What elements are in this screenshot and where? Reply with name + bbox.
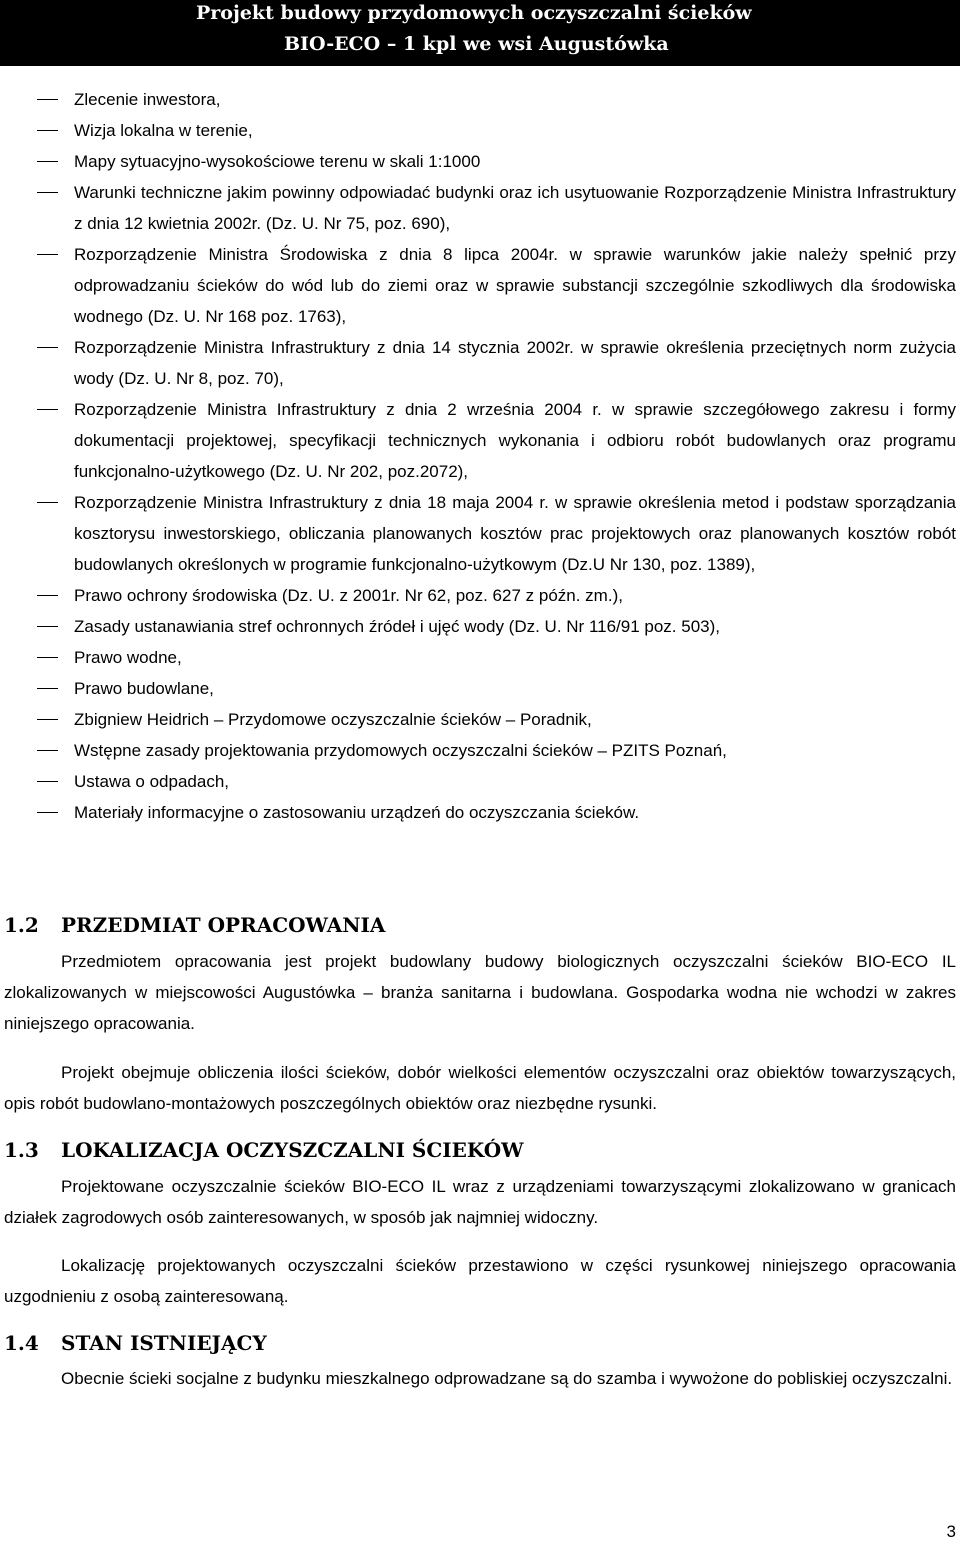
paragraph: Projektowane oczyszczalnie ścieków BIO-ECO IL wraz z urządzeniami towarzyszącymi zlokalizowano w granicach działek zagrodowych osób zainteresowanych, w sposób jak najmniej widoczny. — [4, 1177, 956, 1227]
list-item: Wizja lokalna w terenie, — [0, 115, 960, 146]
paragraph: Obecnie ścieki socjalne z budynku mieszkalnego odprowadzane są do szamba i wywożone do pobliskiej oczyszczalni. — [61, 1369, 953, 1388]
paragraph: Lokalizację projektowanych oczyszczalni ścieków przestawiono w części rysunkowej niniejszego opracowania uzgodnieniu z osobą zainteresowaną. — [4, 1256, 956, 1306]
dash-bullet — [37, 812, 58, 813]
dash-bullet — [37, 254, 58, 255]
section-heading-1-4 — [4, 1331, 267, 1355]
list-item: Zlecenie inwestora, — [0, 84, 960, 115]
section-title: LOKALIZACJA OCZYSZCZALNI ŚCIEKÓW — [61, 1138, 524, 1162]
list-item: Ustawa o odpadach, — [0, 766, 960, 797]
document-header — [0, 0, 960, 66]
list-item: Warunki techniczne jakim powinny odpowiadać budynki oraz ich usytuowanie Rozporządzenie Ministra Infrastruktury z dnia 12 kwietnia 2002r. (Dz. U. Nr 75, poz. 690), — [0, 177, 960, 239]
dash-bullet — [37, 161, 58, 162]
dash-bullet — [37, 750, 58, 751]
dash-bullet — [37, 130, 58, 131]
list-item: Rozporządzenie Ministra Infrastruktury z dnia 2 września 2004 r. w sprawie szczegółowego zakresu i formy dokumentacji projektowej, specyfikacji technicznych wykonania i odbioru robót budowlanych oraz programu funkcjonalno-użytkowego (Dz. U. Nr 202, poz.2072), — [0, 394, 960, 487]
section-number: 1.4 — [4, 1331, 39, 1355]
references-list — [0, 84, 960, 828]
dash-bullet — [37, 781, 58, 782]
paragraph: Przedmiotem opracowania jest projekt budowlany budowy biologicznych oczyszczalni ścieków BIO-ECO IL zlokalizowanych w miejscowości Augustówka – branża sanitarna i budowlana. Gospodarka wodna nie wchodzi w zakres niniejszego opracowania. — [4, 952, 956, 1033]
dash-bullet — [37, 99, 58, 100]
list-item: Mapy sytuacyjno-wysokościowe terenu w skali 1:1000 — [0, 146, 960, 177]
section-heading-1-3 — [4, 1138, 524, 1162]
dash-bullet — [37, 626, 58, 627]
dash-bullet — [37, 347, 58, 348]
list-item: Wstępne zasady projektowania przydomowych oczyszczalni ścieków – PZITS Poznań, — [0, 735, 960, 766]
dash-bullet — [37, 657, 58, 658]
list-item: Zbigniew Heidrich – Przydomowe oczyszczalnie ścieków – Poradnik, — [0, 704, 960, 735]
dash-bullet — [37, 595, 58, 596]
dash-bullet — [37, 719, 58, 720]
list-item: Prawo wodne, — [0, 642, 960, 673]
paragraph: Projekt obejmuje obliczenia ilości ścieków, dobór wielkości elementów oczyszczalni oraz obiektów towarzyszących, opis robót budowlano-montażowych poszczególnych obiektów oraz niezbędne rysunki. — [4, 1063, 956, 1113]
list-item: Prawo budowlane, — [0, 673, 960, 704]
section-heading-1-2 — [4, 913, 385, 937]
header-title: Projekt budowy przydomowych oczyszczalni ścieków — [196, 2, 752, 24]
dash-bullet — [37, 409, 58, 410]
dash-bullet — [37, 192, 58, 193]
page-number: 3 — [946, 1522, 956, 1541]
list-item: Materiały informacyjne o zastosowaniu urządzeń do oczyszczania ścieków. — [0, 797, 960, 828]
section-number: 1.3 — [4, 1138, 39, 1162]
list-item: Zasady ustanawiania stref ochronnych źródeł i ujęć wody (Dz. U. Nr 116/91 poz. 503), — [0, 611, 960, 642]
list-item: Prawo ochrony środowiska (Dz. U. z 2001r. Nr 62, poz. 627 z późn. zm.), — [0, 580, 960, 611]
header-subtitle: BIO-ECO – 1 kpl we wsi Augustówka — [284, 33, 669, 55]
list-item: Rozporządzenie Ministra Infrastruktury z dnia 18 maja 2004 r. w sprawie określenia metod i podstaw sporządzania kosztorysu inwestorskiego, obliczania planowanych kosztów prac projektowych oraz planowanych kosztów robót budowlanych określonych w programie funkcjonalno-użytkowym (Dz.U Nr 130, poz. 1389), — [0, 487, 960, 580]
list-item: Rozporządzenie Ministra Środowiska z dnia 8 lipca 2004r. w sprawie warunków jakie należy spełnić przy odprowadzaniu ścieków do wód lub do ziemi oraz w sprawie substancji szczególnie szkodliwych dla środowiska wodnego (Dz. U. Nr 168 poz. 1763), — [0, 239, 960, 332]
list-item: Rozporządzenie Ministra Infrastruktury z dnia 14 stycznia 2002r. w sprawie określenia przeciętnych norm zużycia wody (Dz. U. Nr 8, poz. 70), — [0, 332, 960, 394]
section-title: STAN ISTNIEJĄCY — [61, 1331, 267, 1355]
dash-bullet — [37, 502, 58, 503]
section-number: 1.2 — [4, 913, 39, 937]
section-title: PRZEDMIAT OPRACOWANIA — [61, 913, 386, 937]
dash-bullet — [37, 688, 58, 689]
